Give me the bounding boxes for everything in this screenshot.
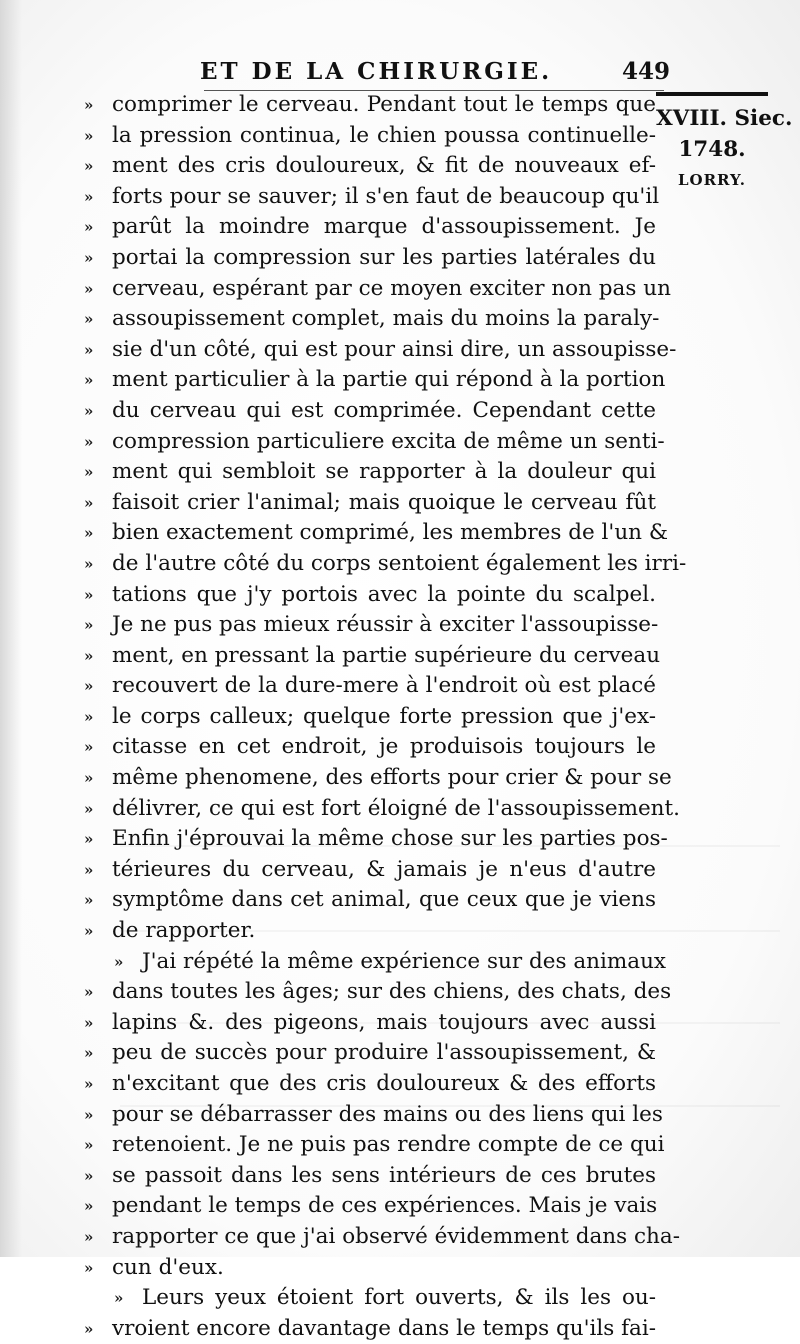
line-text: assoupissement complet, mais du moins la paraly- xyxy=(112,306,660,332)
text-line xyxy=(84,610,659,641)
text-line xyxy=(84,121,654,152)
text-line xyxy=(84,1038,654,1069)
text-line xyxy=(84,365,666,396)
quotation-mark: » xyxy=(84,493,94,512)
quotation-mark: » xyxy=(84,860,94,879)
quotation-mark: » xyxy=(114,1289,124,1308)
page-header xyxy=(200,58,670,92)
quotation-mark: » xyxy=(84,1013,94,1032)
marginal-note xyxy=(656,88,793,196)
text-line xyxy=(84,396,654,427)
quotation-mark: » xyxy=(84,1258,94,1277)
marginal-author: LORRY. xyxy=(677,171,747,190)
line-text: cun d'eux. xyxy=(112,1254,224,1280)
quotation-mark: » xyxy=(84,126,94,145)
line-text: térieures du cerveau, & jamais je n'eus d'autre xyxy=(112,856,656,882)
quotation-mark: » xyxy=(84,554,94,573)
text-line xyxy=(84,824,668,855)
text-line xyxy=(84,732,654,763)
quotation-mark: » xyxy=(84,371,94,390)
line-text: retenoient. Je ne puis pas rendre compte de ce qui xyxy=(112,1132,665,1158)
text-line xyxy=(84,794,681,825)
line-text: lapins &. des pigeons, mais toujours avec aussi xyxy=(112,1009,656,1035)
marginal-year: 1748. xyxy=(678,136,746,162)
line-text: ment qui sembloit se rapporter à la douleur qui xyxy=(112,459,656,485)
marginal-century: XVIII. Siec. xyxy=(656,106,793,131)
text-line xyxy=(84,335,677,366)
quotation-mark: » xyxy=(84,983,94,1002)
line-text: Leurs yeux étoient fort ouverts, & ils les ou- xyxy=(142,1285,656,1311)
line-text: ment, en pressant la partie supérieure du cerveau xyxy=(112,642,661,668)
quotation-mark: » xyxy=(84,799,94,818)
text-line xyxy=(84,1130,665,1161)
quotation-mark: » xyxy=(84,677,94,696)
line-text: la pression continua, le chien poussa continuelle- xyxy=(112,122,656,148)
line-text: du cerveau qui est comprimée. Cependant cette xyxy=(112,397,656,423)
quotation-mark: » xyxy=(84,1136,94,1155)
text-line xyxy=(84,885,654,916)
text-line xyxy=(84,151,654,182)
marginal-rule xyxy=(656,92,768,96)
text-line xyxy=(84,855,654,886)
text-line xyxy=(84,518,668,549)
text-line xyxy=(84,763,672,794)
text-line xyxy=(84,641,661,672)
line-text: rapporter ce que j'ai observé évidemment dans cha- xyxy=(112,1223,680,1249)
text-line xyxy=(84,702,654,733)
quotation-mark: » xyxy=(84,738,94,757)
line-text: J'ai répété la même expérience sur des animaux xyxy=(142,948,667,974)
line-text: ment particulier à la partie qui répond à la portion xyxy=(112,367,666,393)
quotation-mark: » xyxy=(84,524,94,543)
text-line xyxy=(84,1100,663,1131)
line-text: Je ne pus pas mieux réussir à exciter l'assoupisse- xyxy=(112,612,659,638)
line-text: comprimer le cerveau. Pendant tout le temps que xyxy=(112,92,656,117)
line-text: forts pour se sauver; il s'en faut de beaucoup qu'il xyxy=(112,183,660,209)
quotation-mark: » xyxy=(84,340,94,359)
body-text xyxy=(84,90,687,1344)
line-text: se passoit dans les sens intérieurs de ces brutes xyxy=(112,1162,656,1188)
line-text: même phenomene, des efforts pour crier & pour se xyxy=(112,765,672,791)
text-line xyxy=(84,977,672,1008)
line-text: ment des cris douloureux, & fit de nouveaux ef- xyxy=(112,153,656,179)
line-text: pendant le temps de ces expériences. Mais je vais xyxy=(112,1193,658,1219)
text-line xyxy=(84,947,667,978)
line-text: symptôme dans cet animal, que ceux que je viens xyxy=(112,887,656,913)
text-line xyxy=(84,182,660,213)
quotation-mark: » xyxy=(84,401,94,420)
quotation-mark: » xyxy=(84,1044,94,1063)
quotation-mark: » xyxy=(84,463,94,482)
line-text: peu de succès pour produire l'assoupissement, & xyxy=(112,1040,656,1066)
line-text: recouvert de la dure-mere à l'endroit où est placé xyxy=(112,673,656,699)
page-number: 449 xyxy=(621,58,670,85)
text-line xyxy=(84,580,654,611)
quotation-mark: » xyxy=(84,1197,94,1216)
quotation-mark: » xyxy=(84,1227,94,1246)
quotation-mark: » xyxy=(84,769,94,788)
line-text: tations que j'y portois avec la pointe du scalpel. xyxy=(112,581,656,607)
text-line xyxy=(84,1008,654,1039)
quotation-mark: » xyxy=(84,248,94,267)
line-text: faisoit crier l'animal; mais quoique le cerveau fût xyxy=(112,489,656,515)
text-line xyxy=(84,488,654,519)
quotation-mark: » xyxy=(84,96,94,114)
quotation-mark: » xyxy=(84,707,94,726)
line-text: pour se débarrasser des mains ou des liens qui les xyxy=(112,1101,663,1127)
text-line xyxy=(84,671,654,702)
quotation-mark: » xyxy=(84,187,94,206)
line-text: n'excitant que des cris douloureux & des efforts xyxy=(112,1071,656,1096)
line-text: de l'autre côté du corps sentoient également les irri- xyxy=(112,550,687,576)
text-line xyxy=(84,1161,654,1192)
line-text: citasse en cet endroit, je produisois toujours le xyxy=(112,734,656,760)
quotation-mark: » xyxy=(84,830,94,849)
text-line xyxy=(84,90,654,121)
text-line xyxy=(84,916,654,947)
quotation-mark: » xyxy=(84,432,94,451)
text-line xyxy=(84,1314,657,1344)
line-text: sie d'un côté, qui est pour ainsi dire, un assoupisse- xyxy=(112,336,677,362)
line-text: délivrer, ce qui est fort éloigné de l'assoupissement. xyxy=(112,795,681,821)
line-text: portai la compression sur les parties latérales du xyxy=(112,244,656,270)
line-text: parût la moindre marque d'assoupissement. Je xyxy=(112,214,656,240)
quotation-mark: » xyxy=(84,1105,94,1124)
text-line xyxy=(84,274,671,305)
text-line xyxy=(84,1222,680,1253)
text-line xyxy=(84,243,654,274)
text-line xyxy=(84,1069,654,1100)
quotation-mark: » xyxy=(84,646,94,665)
quotation-mark: » xyxy=(114,952,124,971)
text-line xyxy=(84,427,665,458)
text-line xyxy=(84,549,687,580)
quotation-mark: » xyxy=(84,157,94,176)
line-text: Enfin j'éprouvai la même chose sur les parties pos- xyxy=(112,826,668,852)
quotation-mark: » xyxy=(84,279,94,298)
quotation-mark: » xyxy=(84,585,94,604)
text-line xyxy=(84,1191,658,1222)
quotation-mark: » xyxy=(84,1319,94,1338)
quotation-mark: » xyxy=(84,616,94,635)
line-text: le corps calleux; quelque forte pression que j'ex- xyxy=(112,703,656,729)
quotation-mark: » xyxy=(84,891,94,910)
line-text: vroient encore davantage dans le temps qu'ils fai- xyxy=(112,1315,657,1341)
text-line xyxy=(84,212,654,243)
text-line xyxy=(84,1283,654,1314)
quotation-mark: » xyxy=(84,218,94,237)
text-line xyxy=(84,304,660,335)
quotation-mark: » xyxy=(84,1166,94,1185)
running-title: ET DE LA CHIRURGIE. xyxy=(200,58,553,85)
binding-shadow xyxy=(0,0,22,1257)
line-text: bien exactement comprimé, les membres de l'un & xyxy=(112,520,668,546)
line-text: dans toutes les âges; sur des chiens, des chats, des xyxy=(112,979,672,1005)
text-line xyxy=(84,1253,654,1284)
quotation-mark: » xyxy=(84,922,94,941)
line-text: de rapporter. xyxy=(112,918,256,944)
line-text: cerveau, espérant par ce moyen exciter non pas un xyxy=(112,275,671,301)
quotation-mark: » xyxy=(84,310,94,329)
quotation-mark: » xyxy=(84,1075,94,1093)
line-text: compression particuliere excita de même un senti- xyxy=(112,428,665,454)
text-line xyxy=(84,457,654,488)
